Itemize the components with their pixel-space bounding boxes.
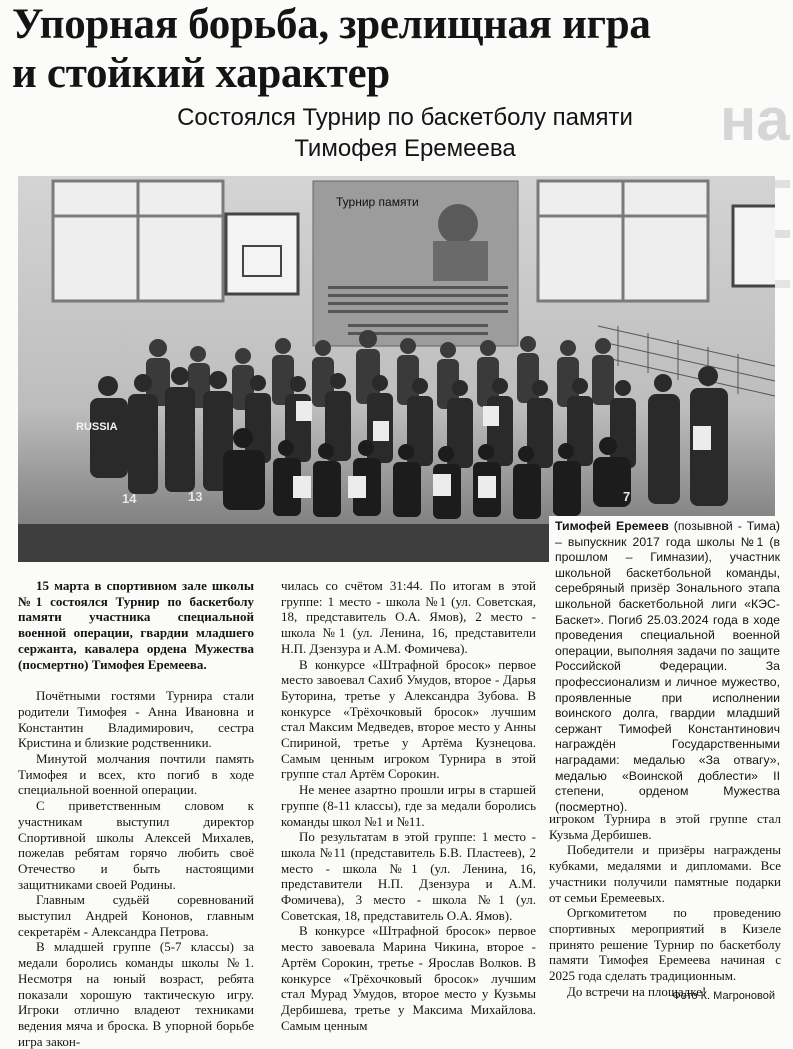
paragraph: чилась со счётом 31:44. По итогам в этой группе: 1 место - школа №1 (ул. Советская, 18, представитель О.А. Ямов), 2 место - школа №1 (ул. Ленина, 16, представители Н.П. Дзензура и А.М. Фомичева). bbox=[281, 578, 536, 656]
photo-caption bbox=[549, 516, 784, 814]
paragraph: игроком Турнира в этой группе стал Кузьма Дербишев. bbox=[549, 811, 781, 842]
paragraph: Победители и призёры награждены кубками, медалями и дипломами. Все участники получили памятные подарки от семьи Еремеевых. bbox=[549, 842, 781, 905]
photo-credit: Фото К. Магроновой bbox=[672, 990, 775, 1002]
caption-text: (позывной - Тима) – выпускник 2017 года школы №1 (в прошлом – Гимназии), участник школьной баскетбольной команды, серебряный призёр Зонального этапа школьной баскетбольной лиги «КЭС-Баскет». Погиб 25.03.2024 года в ходе проведения специальной военной операции, выполняя задачи по защите Российской Федерации. За профессионализм и личное мужество, проявленные при исполнении воинского долга, гвардии младший сержант Тимофей Константинович награждён Государственными наградами: медалью «За отвагу», медалью «Воинской доблести» II степени, орденом Мужества (посмертно). bbox=[555, 519, 780, 814]
caption-name: Тимофей Еремеев bbox=[555, 519, 669, 533]
paragraph: Минутой молчания почтили память Тимофея и всех, кто погиб в ходе специальной военной операции. bbox=[18, 751, 254, 798]
jersey-russia: RUSSIA bbox=[76, 421, 118, 433]
article-headline bbox=[12, 0, 712, 98]
subheadline-line-2: Тимофея Еремеева bbox=[294, 135, 516, 162]
headline-line-1: Упорная борьба, зрелищная игра bbox=[12, 1, 651, 48]
paragraph: Оргкомитетом по проведению спортивных мероприятий в Кизеле принято решение Турнир по баскетболу памяти Тимофея Еремеева начиная с 2025 года сделать традиционным. bbox=[549, 905, 781, 984]
article-subheadline bbox=[100, 102, 710, 164]
backboard-left bbox=[226, 214, 298, 294]
paragraph: Главным судьёй соревнований выступил Андрей Кононов, главным секретарём - Александра Петрова. bbox=[18, 892, 254, 939]
paragraph: По результатам в этой группе: 1 место - школа №11 (представитель Б.В. Пластеев), 2 место - школа №1 (ул. Ленина, 16, представители Н.П. Дзензура и А.М. Фомичева), 3 место - школа №1 (ул. Советская, 18, представитель О.А. Ямов). bbox=[281, 829, 536, 923]
jersey-number-7: 7 bbox=[623, 489, 631, 504]
paragraph: В конкурсе «Штрафной бросок» первое место завоевала Марина Чикина, второе - Артём Сорокин, третье - Ярослав Волков. В конкурсе «Трёхочковый бросок» лучшим стал Мурад Умудов, второе место у Кузьмы Дербишева, третье у Максима Михайлова. Самым ценным bbox=[281, 923, 536, 1033]
svg-text:на: на bbox=[720, 86, 790, 153]
paragraph: Почётными гостями Турнира стали родители Тимофея - Анна Ивановна и Константин Владимирович, сестра Кристина и близкие родственники. bbox=[18, 688, 254, 751]
jersey-number-14: 14 bbox=[122, 491, 137, 506]
jersey-number-13: 13 bbox=[188, 489, 203, 504]
backboard-right bbox=[733, 206, 775, 286]
column-3 bbox=[549, 811, 781, 999]
group-photo-illustration bbox=[18, 176, 775, 562]
paragraph: С приветственным словом к участникам выступил директор Спортивной школы Алексей Михалев, пожелав ребятам горячо любить своё Отечество и быть настоящими защитниками своей Родины. bbox=[18, 798, 254, 892]
paragraph: В младшей группе (5-7 классы) за медали боролись команды школы №1. Несмотря на юный возраст, ребята показали хорошую тактическую игру. Игроки отлично владеют техниками ведения мяча и броска. В упорной борьбе игра закон- bbox=[18, 939, 254, 1049]
subheadline-line-1: Состоялся Турнир по баскетболу памяти bbox=[177, 104, 633, 131]
group-photo bbox=[18, 176, 775, 562]
column-1 bbox=[18, 578, 254, 1049]
headline-line-2: и стойкий характер bbox=[12, 50, 390, 97]
paragraph: До встречи на площадке! bbox=[567, 983, 707, 999]
column-2 bbox=[281, 578, 536, 1033]
paragraph: Не менее азартно прошли игры в старшей группе (8-11 классы), где за медали боролись команды школ №1 и №11. bbox=[281, 782, 536, 829]
paragraph: В конкурсе «Штрафной бросок» первое место завоевал Сахиб Умудов, второе - Дарья Буторина, третье у Александра Зубова. В конкурсе «Трёхочковый бросок» лучшим стал Максим Медведев, второе место у Анны Спириной, третье у Артёма Кузнецова. Самым ценным игроком Турнира в этой группе стал Артём Сорокин. bbox=[281, 656, 536, 782]
lead-paragraph: 15 марта в спортивном зале школы №1 состоялся Турнир по баскетболу памяти участника специальной военной операции, гвардии младшего сержанта, кавалера ордена Мужества (посмертно) Тимофея Еремеева. bbox=[18, 578, 254, 672]
banner-title: Турнир памяти bbox=[336, 195, 419, 209]
